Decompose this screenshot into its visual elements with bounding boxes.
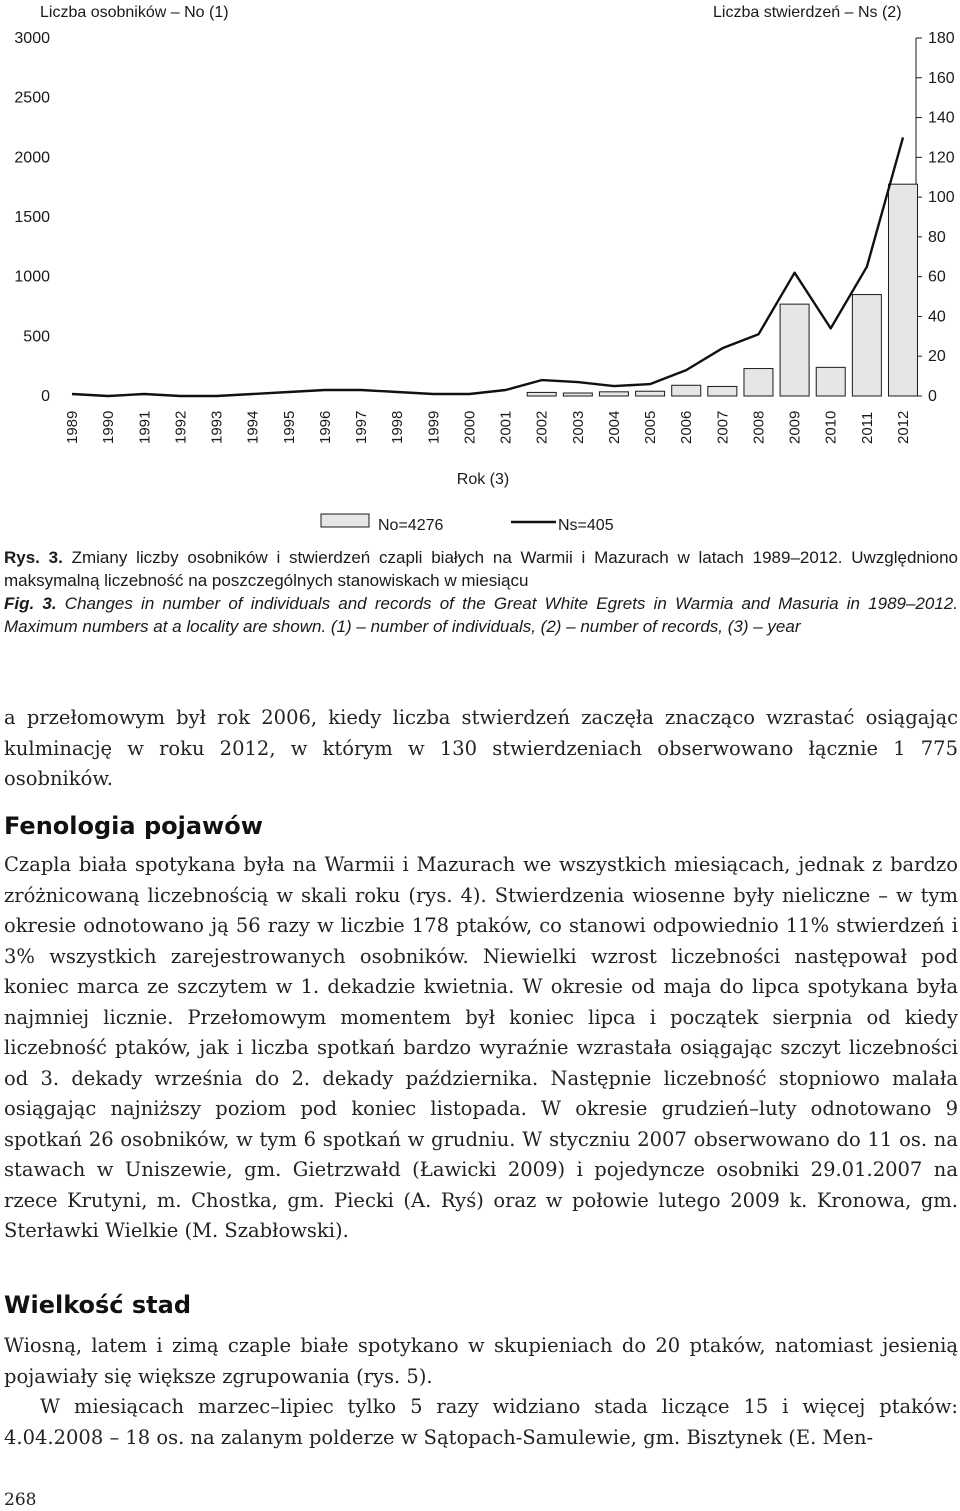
bar-2008 — [744, 369, 773, 396]
legend-bar-swatch — [321, 514, 369, 527]
bar-2011 — [852, 295, 881, 396]
x-tick-label: 1989 — [64, 410, 81, 444]
x-axis — [64, 411, 912, 444]
left-tick-label: 500 — [23, 328, 50, 346]
section-heading-flock-size: Wielkość stad — [4, 1291, 192, 1319]
x-tick-label: 1996 — [316, 410, 334, 444]
bar-2009 — [780, 304, 809, 396]
caption-en-text: Changes in number of individuals and records of the Great White Egrets in Warmia and Masuria in 1989–2012. Maximum numbers at a locality are shown. (1) – number of individuals, (2) – number of records, (3) – year — [4, 594, 958, 636]
bar-2006 — [672, 385, 701, 396]
x-tick-label: 1994 — [244, 410, 262, 444]
left-tick-label: 1000 — [14, 268, 50, 286]
right-tick-label: 100 — [928, 189, 955, 207]
x-tick-label: 2008 — [750, 410, 768, 444]
right-tick-label: 80 — [928, 228, 946, 246]
x-tick-label: 2011 — [858, 411, 876, 444]
x-tick-label: 1995 — [280, 410, 298, 444]
page-number: 268 — [4, 1490, 37, 1510]
chart — [0, 0, 960, 545]
right-axis-title: Liczba stwierdzeń – Ns (2) — [713, 4, 902, 21]
right-tick-label: 160 — [928, 69, 955, 87]
flock-size-paragraph-1: Wiosną, latem i zimą czaple białe spotykano w skupieniach do 20 ptaków, natomiast jesienią pojawiały się większe zgrupowania (rys. 5). — [4, 1334, 958, 1388]
x-tick-label: 2003 — [569, 410, 587, 444]
legend-line-label: Ns=405 — [558, 517, 614, 534]
x-tick-label: 2007 — [714, 410, 732, 444]
caption-pl-label: Rys. 3. — [4, 548, 63, 567]
x-tick-label: 1990 — [100, 410, 118, 444]
right-axis — [916, 30, 955, 405]
x-tick-label: 2001 — [497, 410, 515, 444]
bars — [527, 184, 917, 396]
x-axis-title: Rok (3) — [456, 471, 510, 488]
section-heading-phenology: Fenologia pojawów — [4, 812, 263, 840]
x-tick-label: 1993 — [208, 410, 226, 444]
x-tick-label: 1997 — [353, 410, 371, 444]
left-axis — [14, 30, 50, 405]
left-tick-label: 2500 — [14, 89, 50, 107]
x-tick-label: 2009 — [786, 410, 804, 444]
x-tick-label: 2002 — [533, 410, 551, 444]
phenology-paragraph: Czapla biała spotykana była na Warmii i Mazurach we wszystkich miesiącach, jednak z bardzo zróżnicowaną liczebnością w skali roku (rys. 4). Stwierdzenia wiosenne były nieliczne – w tym okresie odnotowano ją 56 razy w liczbie 178 ptaków, co stanowi odpowiednio 11% stwierdzeń i 3% wszystkich zarejestrowanych osobników. Niewielki wzrost liczebności następował pod koniec marca ze szczytem w 1. dekadzie kwietnia. W okresie od maja do lipca spotykana była najmniej licznie. Przełomowym momentem był koniec lipca i początek sierpnia od kiedy liczebność ptaków, jak i liczba spotkań bardzo wyraźnie wzrastała osiągając szczyt liczebności od 3. dekady września do 2. dekady października. Następnie liczebność stopniowo malała osiągając najniższy poziom pod koniec listopada. W okresie grudzień–luty odnotowano 9 spotkań 26 osobników, w tym 6 spotkań w grudniu. W styczniu 2007 obserwowano do 11 os. na stawach w Uniszewie, gm. Gietrzwałd (Ławicki 2009) i pojedyncze osobniki 29.01.2007 na rzece Krutyni, m. Chostka, gm. Piecki (A. Ryś) oraz w połowie lutego 2009 k. Kronowa, gm. Sterławki Wielkie (M. Szabłowski). — [4, 853, 958, 1242]
right-tick-label: 180 — [928, 30, 955, 47]
legend-bar-label: No=4276 — [378, 517, 444, 534]
bar-2005 — [636, 391, 665, 396]
ns-line — [72, 137, 903, 396]
x-tick-label: 1998 — [389, 410, 407, 444]
x-tick-label: 2005 — [642, 410, 660, 444]
x-tick-label: 2000 — [461, 410, 479, 444]
x-tick-label: 1991 — [136, 410, 154, 444]
left-tick-label: 2000 — [14, 149, 50, 167]
bar-2004 — [599, 392, 628, 396]
x-tick-label: 1999 — [425, 410, 443, 444]
left-tick-label: 3000 — [14, 30, 50, 47]
x-tick-label: 2012 — [894, 410, 912, 444]
caption-pl-text: Zmiany liczby osobników i stwierdzeń czapli białych na Warmii i Mazurach w latach 1989–2012. Uwzględniono maksymalną liczebność na poszczególnych stanowiskach w miesiącu — [4, 548, 958, 590]
flock-size-paragraphs — [4, 1331, 958, 1453]
right-tick-label: 120 — [928, 149, 955, 167]
bar-2002 — [527, 392, 556, 396]
bar-2003 — [563, 393, 592, 396]
x-tick-label: 2006 — [678, 410, 696, 444]
caption-en-label: Fig. 3. — [4, 594, 57, 613]
left-tick-label: 1500 — [14, 209, 50, 226]
left-tick-label: 0 — [41, 388, 50, 405]
right-tick-label: 140 — [928, 109, 955, 127]
intro-paragraph: a przełomowym był rok 2006, kiedy liczba stwierdzeń zaczęła znacząco wzrastać osiągając kulminację w roku 2012, w którym w 130 stwierdzeniach obserwowano łącznie 1 775 osobników. — [4, 706, 958, 790]
flock-size-paragraph-2: W miesiącach marzec–lipiec tylko 5 razy widziano stada liczące 15 i więcej ptaków: 4.04.2008 – 18 os. na zalanym polderze w Sątopach-Samulewie, gm. Bisztynek (E. Men- — [4, 1395, 958, 1449]
right-tick-label: 0 — [928, 388, 937, 405]
bar-2007 — [708, 386, 737, 396]
left-axis-title: Liczba osobników – No (1) — [40, 4, 229, 21]
x-tick-label: 2010 — [822, 410, 840, 444]
x-tick-label: 1992 — [172, 410, 190, 444]
right-tick-label: 20 — [928, 348, 946, 366]
bar-2012 — [888, 184, 917, 396]
x-tick-label: 2004 — [605, 410, 623, 444]
right-tick-label: 60 — [928, 268, 946, 286]
figure-caption — [4, 546, 958, 638]
bar-2010 — [816, 367, 845, 396]
right-tick-label: 40 — [928, 308, 946, 326]
